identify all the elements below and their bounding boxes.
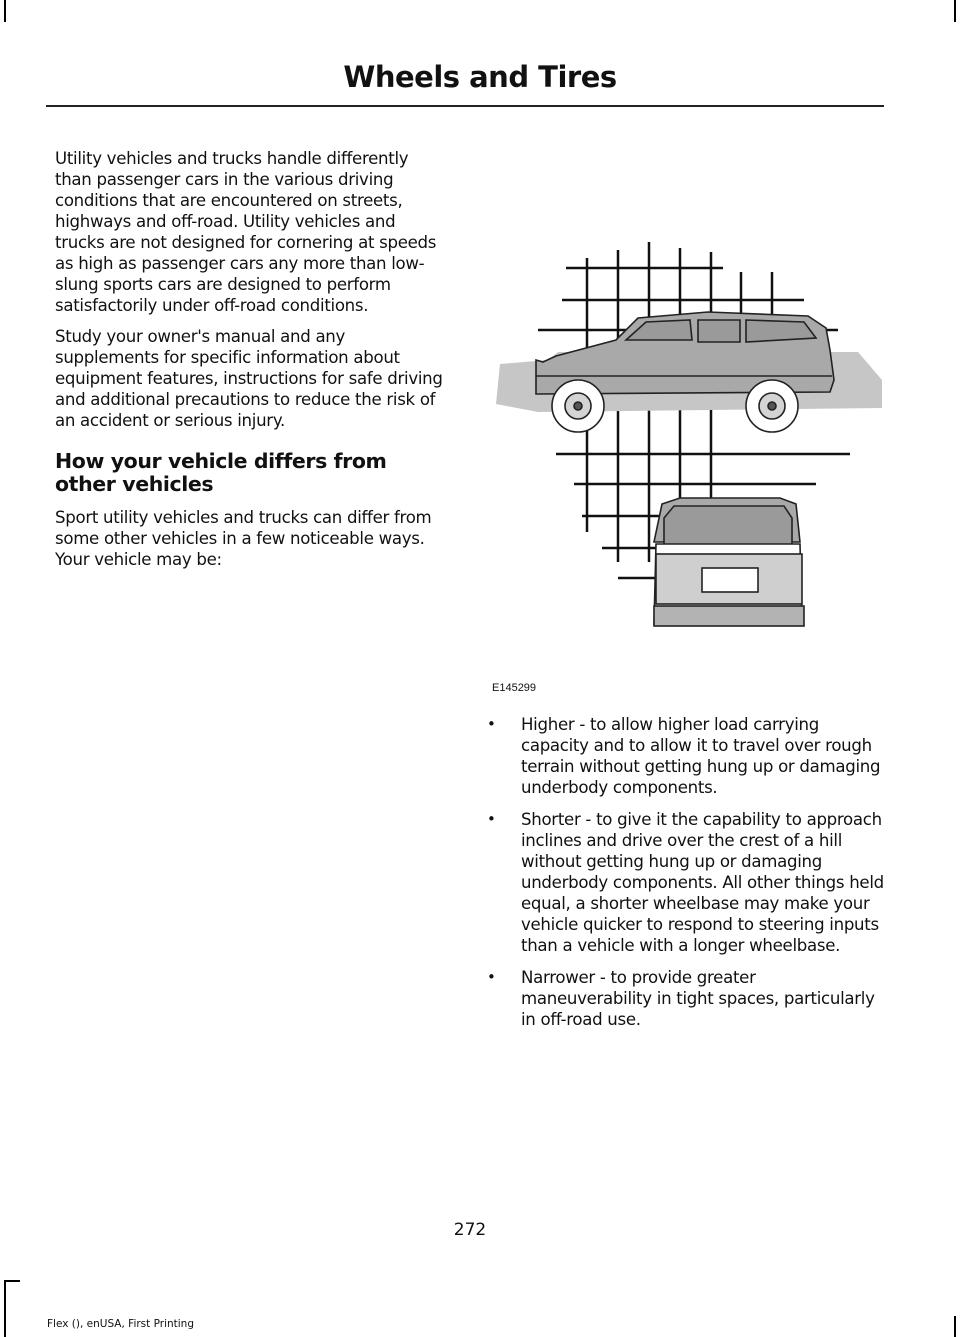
list-item-text: Narrower - to provide greater maneuverability in tight spaces, particularly in off-road use. <box>521 968 875 1029</box>
body-paragraph: Sport utility vehicles and trucks can differ from some other vehicles in a few noticeable ways. Your vehicle may be: <box>55 508 432 569</box>
list-item <box>480 714 890 798</box>
body-paragraph: Utility vehicles and trucks handle differently than passenger cars in the various driving conditions that are encountered on streets, highways and off-road. Utility vehicles and trucks are not designed for cornering at speeds as high as passenger cars any more than low-slung sports cars are designed to perform satisfactorily under off-road conditions. <box>55 149 437 315</box>
figure-code: E145299 <box>492 682 537 694</box>
list-item <box>480 967 890 1030</box>
header-rule <box>46 105 884 107</box>
body-paragraph: Study your owner's manual and any supplements for specific information about equipment features, instructions for safe driving and additional precautions to reduce the risk of an accident or serious injury. <box>55 327 443 430</box>
crop-mark <box>954 0 956 22</box>
page-title: Wheels and Tires <box>343 60 617 94</box>
crop-mark <box>4 1280 6 1337</box>
left-column <box>55 148 447 580</box>
page-number: 272 <box>453 1220 487 1240</box>
crop-mark <box>954 1316 956 1337</box>
bullet-list <box>480 714 890 1041</box>
list-item-text: Shorter - to give it the capability to approach inclines and drive over the crest of a hill without getting hung up or damaging underbody components. All other things held equal, a shorter wheelbase may make your vehicle quicker to respond to steering inputs than a vehicle with a longer wheelbase. <box>521 810 884 955</box>
bullet-symbol: • <box>487 810 496 828</box>
footer-text: Flex (), enUSA, First Printing <box>47 1318 194 1330</box>
list-item-text: Higher - to allow higher load carrying capacity and to allow it to travel over rough terrain without getting hung up or damaging underbody components. <box>521 715 881 797</box>
crop-mark <box>4 1280 20 1282</box>
crop-mark <box>4 0 6 22</box>
vehicle-illustration <box>478 232 888 702</box>
section-heading: How your vehicle differs from other vehicles <box>55 449 387 496</box>
list-item <box>480 809 890 956</box>
bullet-symbol: • <box>487 968 496 986</box>
bullet-symbol: • <box>487 715 496 733</box>
suv-rear-view <box>654 498 804 626</box>
